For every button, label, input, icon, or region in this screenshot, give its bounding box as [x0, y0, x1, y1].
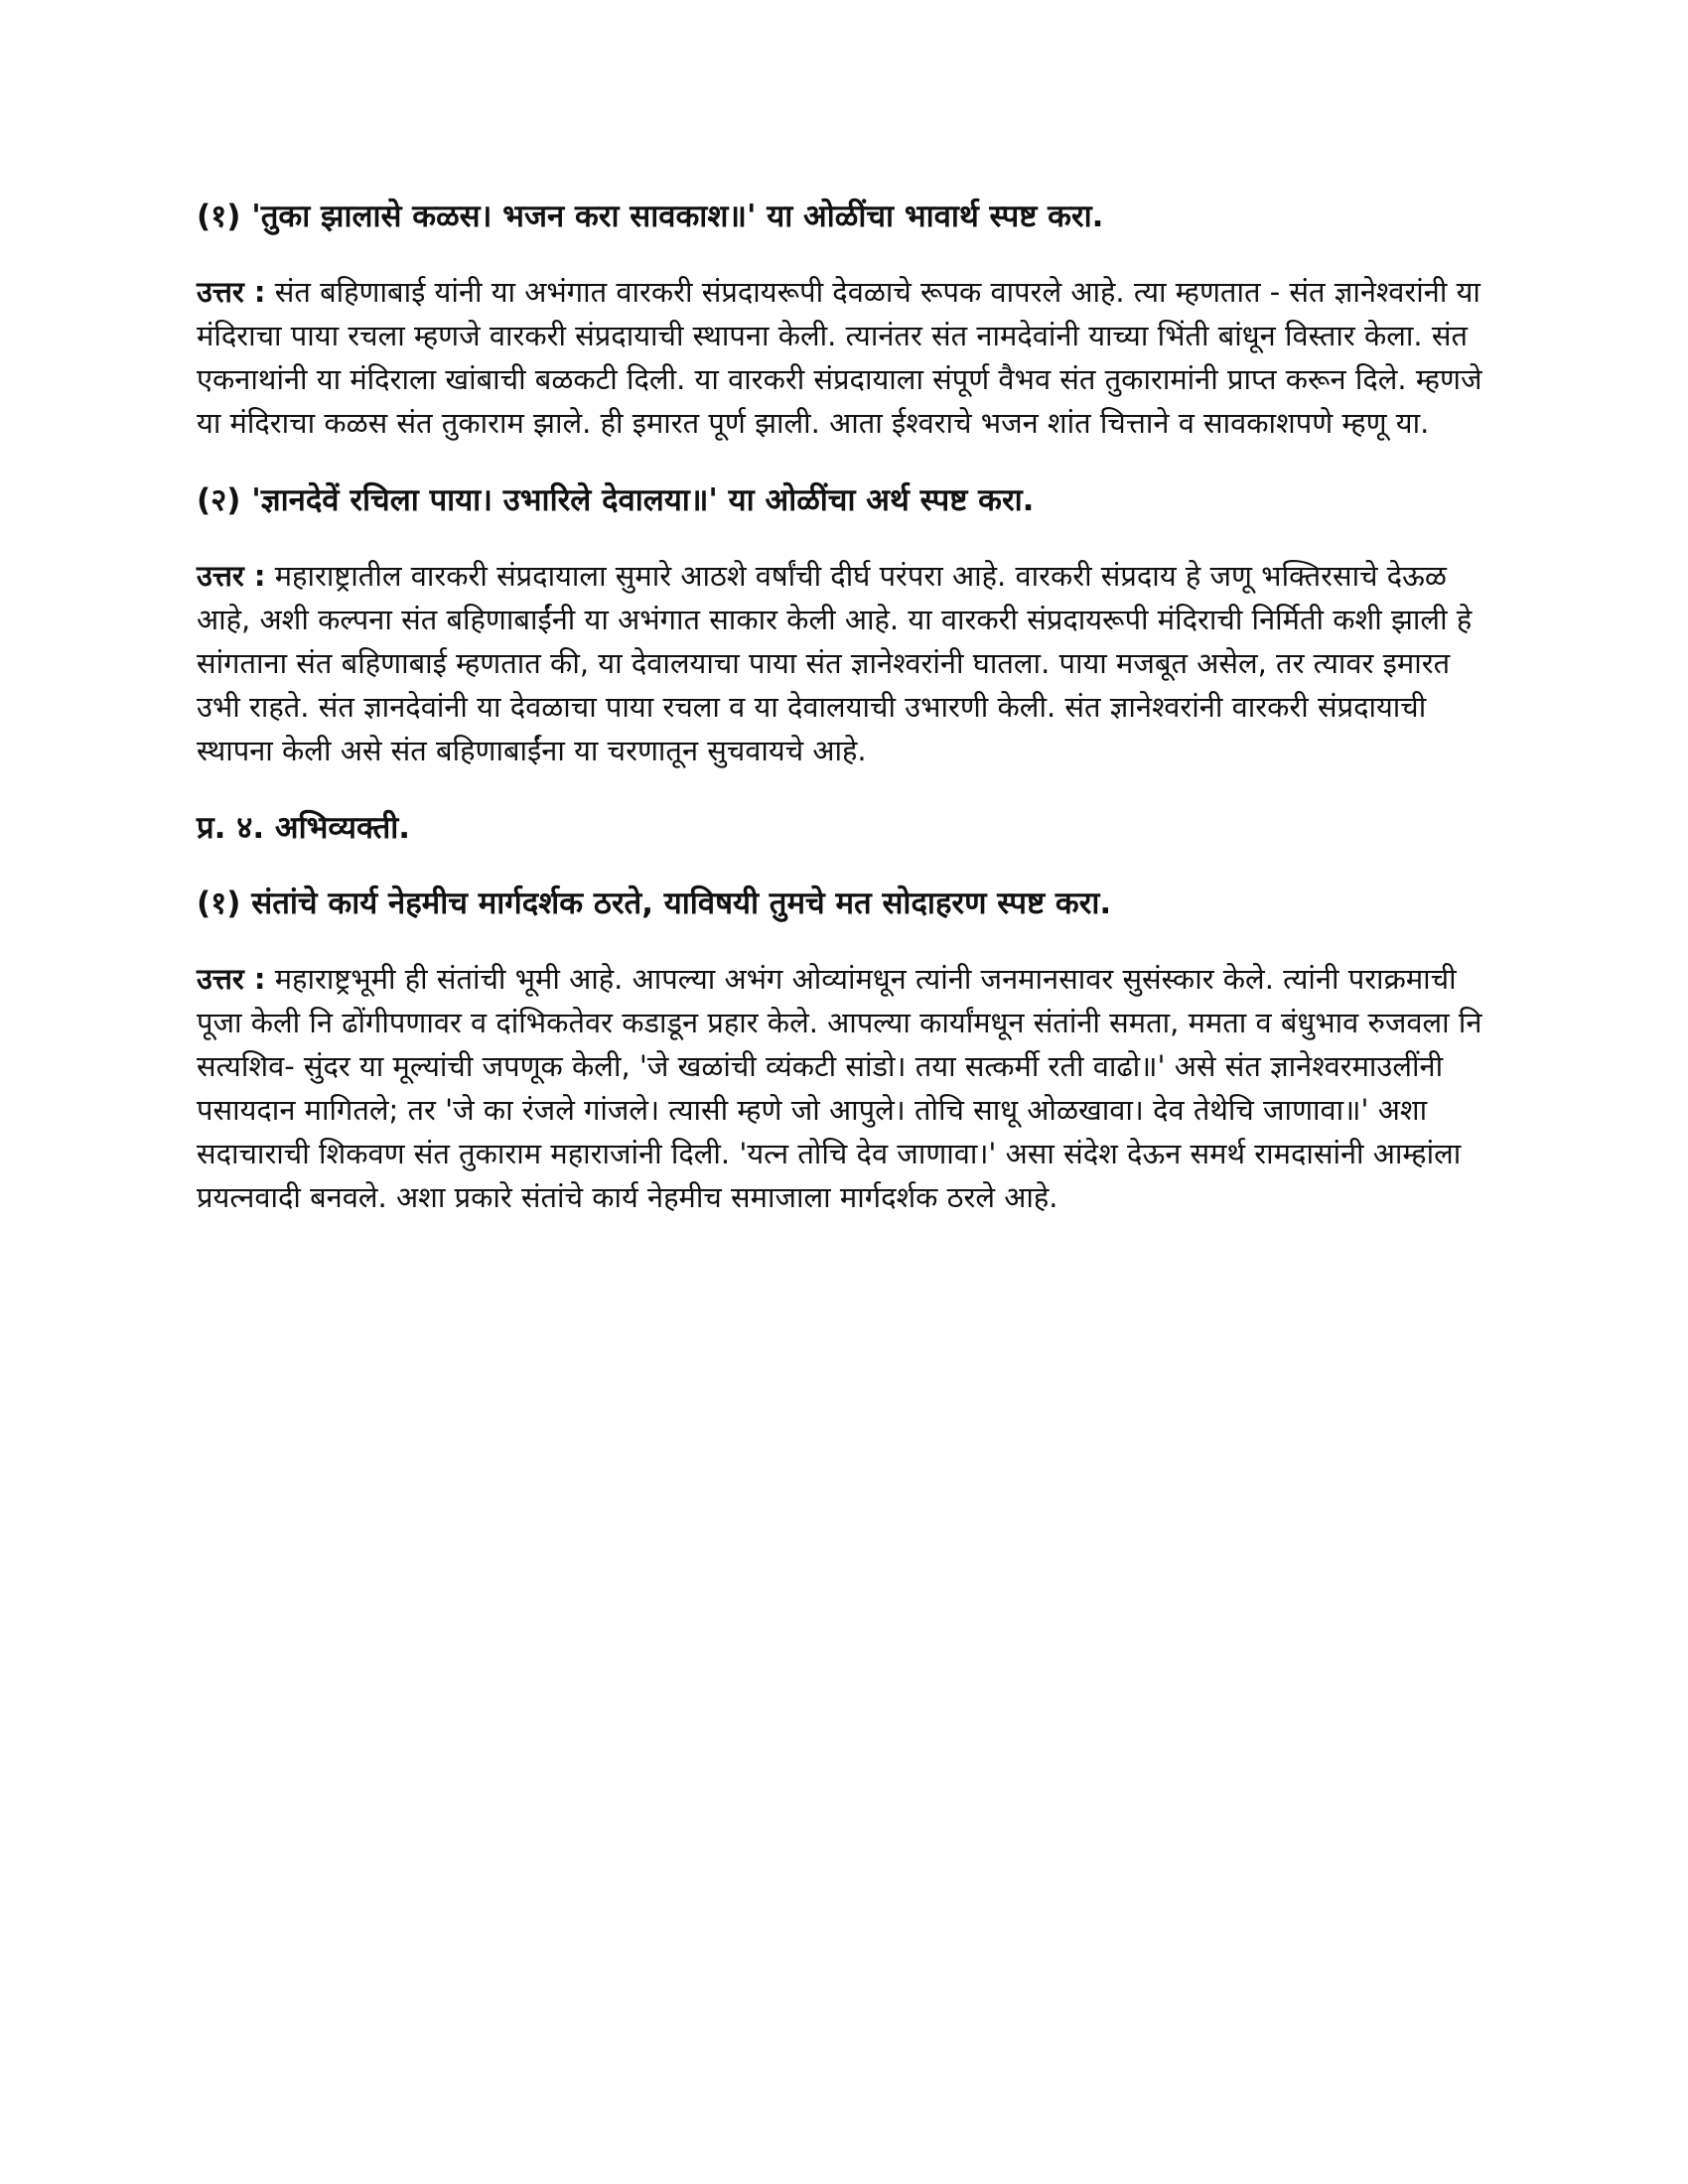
section-heading-expression: प्र. ४. अभिव्यक्ती.	[197, 810, 411, 846]
answer-3	[197, 957, 1497, 1219]
answer-2	[197, 554, 1497, 772]
answer-label: उत्तर :	[197, 559, 266, 593]
answer-1-text: संत बहिणाबाई यांनी या अभंगात वारकरी संप्रदायरूपी देवळाचे रूपक वापरले आहे. त्या म्हणतात - संत ज्ञानेश्वरांनी या मंदिराचा पाया रचला म्हणजे वारकरी संप्रदायाची स्थापना केली. त्यानंतर संत नामदेवांनी याच्या भिंती बांधून विस्तार केला. संत एकनाथांनी या मंदिराला खांबाची बळकटी दिली. या वारकरी संप्रदायाला संपूर्ण वैभव संत तुकारामांनी प्राप्त करून दिले. म्हणजे या मंदिराचा कळस संत तुकाराम झाले. ही इमारत पूर्ण झाली. आता ईश्वराचे भजन शांत चित्ताने व सावकाशपणे म्हणू या.	[197, 275, 1482, 440]
question-1-heading: (१) 'तुका झालासे कळस। भजन करा सावकाश॥' या ओळींचा भावार्थ स्पष्ट करा.	[197, 199, 1104, 234]
answer-2-text: महाराष्ट्रातील वारकरी संप्रदायाला सुमारे आठशे वर्षांची दीर्घ परंपरा आहे. वारकरी संप्रदाय हे जणू भक्तिरसाचे देऊळ आहे, अशी कल्पना संत बहिणाबाईंनी या अभंगात साकार केली आहे. या वारकरी संप्रदायरूपी मंदिराची निर्मिती कशी झाली हे सांगताना संत बहिणाबाई म्हणतात की, या देवालयाचा पाया संत ज्ञानेश्वरांनी घातला. पाया मजबूत असेल, तर त्यावर इमारत उभी राहते. संत ज्ञानदेवांनी या देवळाचा पाया रचला व या देवालयाची उभारणी केली. संत ज्ञानेश्वरांनी वारकरी संप्रदायाची स्थापना केली असे संत बहिणाबाईंना या चरणातून सुचवायचे आहे.	[197, 559, 1473, 767]
answer-label: उत्तर :	[197, 275, 266, 309]
answer-label: उत्तर :	[197, 962, 266, 996]
answer-3-text: महाराष्ट्रभूमी ही संतांची भूमी आहे. आपल्या अभंग ओव्यांमधून त्यांनी जनमानसावर सुसंस्कार केले. त्यांनी पराक्रमाची पूजा केली नि ढोंगीपणावर व दांभिकतेवर कडाडून प्रहार केले. आपल्या कार्यांमधून संतांनी समता, ममता व बंधुभाव रुजवला नि सत्यशिव- सुंदर या मूल्यांची जपणूक केली, 'जे खळांची व्यंकटी सांडो। तया सत्कर्मी रती वाढो॥' असे संत ज्ञानेश्वरमाउलींनी पसायदान मागितले; तर 'जे का रंजले गांजले। त्यासी म्हणे जो आपुले। तोचि साधू ओळखावा। देव तेथेचि जाणावा॥' अशा सदाचाराची शिकवण संत तुकाराम महाराजांनी दिली. 'यत्न तोचि देव जाणावा।' असा संदेश देऊन समर्थ रामदासांनी आम्हांला प्रयत्नवादी बनवले. अशा प्रकारे संतांचे कार्य नेहमीच समाजाला मार्गदर्शक ठरले आहे.	[197, 962, 1482, 1214]
question-2-heading: (२) 'ज्ञानदेवें रचिला पाया। उभारिले देवालया॥' या ओळींचा अर्थ स्पष्ट करा.	[197, 482, 1035, 518]
answer-1	[197, 270, 1497, 445]
document-page	[197, 195, 1497, 1253]
question-3-heading: (१) संतांचे कार्य नेहमीच मार्गदर्शक ठरते, याविषयी तुमचे मत सोदाहरण स्पष्ट करा.	[197, 886, 1112, 921]
